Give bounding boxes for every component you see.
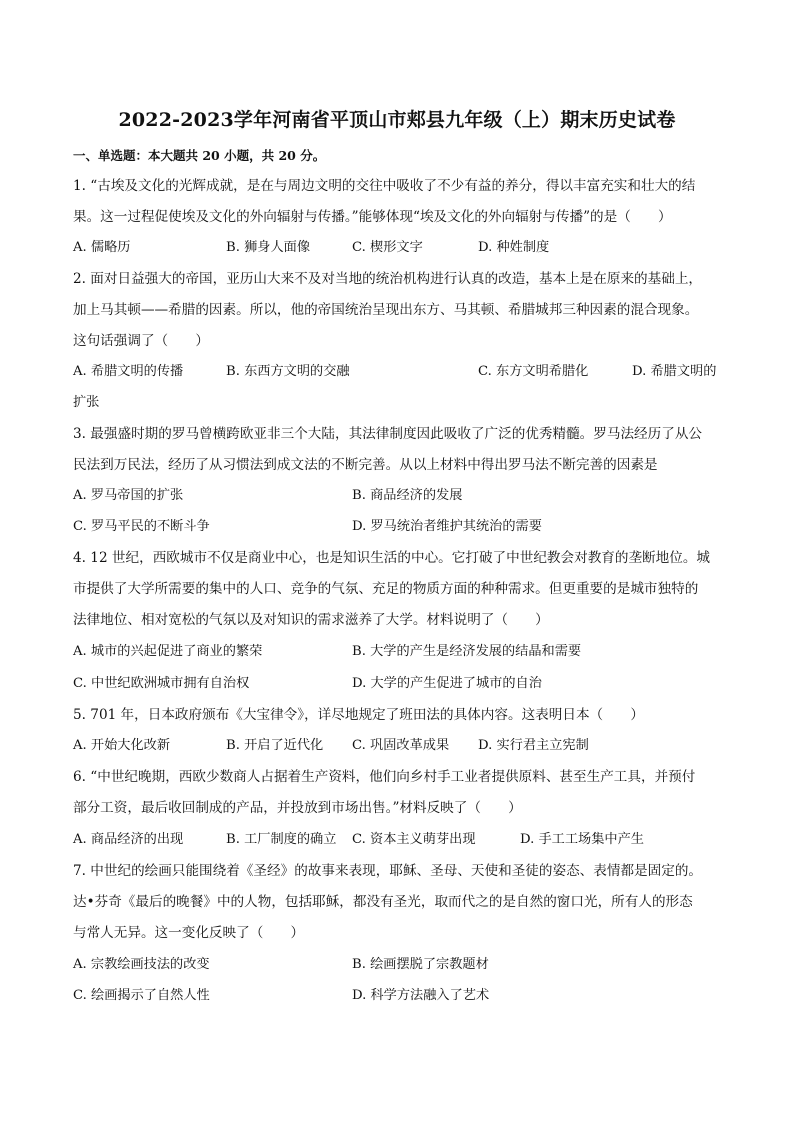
question-7-line-2: 达•芬奇《最后的晚餐》中的人物，包括耶稣，都没有圣光，取而代之的是自然的窗口光，所有人的形态 <box>73 894 693 910</box>
question-2-option-d: D. 希腊文明的 <box>632 364 717 379</box>
question-3-line-1: 3. 最强盛时期的罗马曾横跨欧亚非三个大陆，其法律制度因此吸收了广泛的优秀精髓。罗马法经历了从公 <box>73 426 703 442</box>
question-5-option-d: D. 实行君主立宪制 <box>478 738 589 753</box>
question-2-line-1: 2. 面对日益强大的帝国，亚历山大来不及对当地的统治机构进行认真的改造，基本上是在原来的基础上， <box>73 271 703 287</box>
question-6-option-b: B. 工厂制度的确立 <box>226 832 337 847</box>
question-2-line-2: 加上马其顿——希腊的因素。所以，他的帝国统治呈现出东方、马其顿、希腊城邦三种因素的混合现象。 <box>73 302 699 318</box>
question-2-line-3: 这句话强调了（ ） <box>73 333 209 349</box>
question-4-line-1: 4. 12 世纪，西欧城市不仅是商业中心，也是知识生活的中心。它打破了中世纪教会对教育的垄断地位。城 <box>73 550 711 566</box>
question-3-option-b: B. 商品经济的发展 <box>352 488 463 503</box>
question-6-line-1: 6. “中世纪晚期，西欧少数商人占据着生产资料，他们向乡村手工业者提供原料、甚至生产工具，并预付 <box>73 769 696 785</box>
question-5-option-a: A. 开始大化改新 <box>73 738 171 753</box>
question-4-line-3: 法律地位、相对宽松的气氛以及对知识的需求滋养了大学。材料说明了（ ） <box>73 612 549 628</box>
question-7-option-d: D. 科学方法融入了艺术 <box>352 988 490 1003</box>
question-4-option-b: B. 大学的产生是经济发展的结晶和需要 <box>352 644 582 659</box>
question-7-option-b: B. 绘画摆脱了宗教题材 <box>352 957 489 972</box>
question-7-option-a: A. 宗教绘画技法的改变 <box>73 957 210 972</box>
question-7-option-c: C. 绘画揭示了自然人性 <box>73 988 210 1003</box>
question-4-line-2: 市提供了大学所需要的集中的人口、竞争的气氛、充足的物质方面的种种需求。但更重要的是城市独特的 <box>73 581 699 597</box>
question-6-option-a: A. 商品经济的出现 <box>73 832 184 847</box>
question-5-line-1: 5. 701 年，日本政府颁布《大宝律令》，详尽地规定了班田法的具体内容。这表明日本（ ） <box>73 707 644 723</box>
question-6-line-2: 部分工资，最后收回制成的产品，并投放到市场出售。”材料反映了（ ） <box>73 800 522 816</box>
question-3-line-2: 民法到万民法，经历了从习惯法到成文法的不断完善。从以上材料中得出罗马法不断完善的因素是 <box>73 457 658 473</box>
question-6-option-d: D. 手工工场集中产生 <box>520 832 644 847</box>
question-7-line-3: 与常人无异。这一变化反映了（ ） <box>73 925 305 941</box>
question-5-option-c: C. 巩固改革成果 <box>352 738 450 753</box>
question-7-line-1: 7. 中世纪的绘画只能围绕着《圣经》的故事来表现，耶稣、圣母、天使和圣徒的姿态、表情都是固定的。 <box>73 863 703 879</box>
question-1-option-d: D. 种姓制度 <box>478 240 550 255</box>
question-4-option-a: A. 城市的兴起促进了商业的繁荣 <box>73 644 263 659</box>
question-1-option-b: B. 狮身人面像 <box>226 240 311 255</box>
question-6-option-c: C. 资本主义萌芽出现 <box>352 832 476 847</box>
question-3-option-d: D. 罗马统治者维护其统治的需要 <box>352 519 542 534</box>
question-2-option-b: B. 东西方文明的交融 <box>226 364 350 379</box>
question-1-option-c: C. 楔形文字 <box>352 240 423 255</box>
section-heading: 一、单选题：本大题共 20 小题，共 20 分。 <box>73 148 326 163</box>
question-1-line-2: 果。这一过程促使埃及文化的外向辐射与传播。”能够体现“埃及文化的外向辐射与传播”的是（ ） <box>73 209 672 225</box>
question-2-option-c: C. 东方文明希腊化 <box>478 364 589 379</box>
question-1-line-1: 1. “古埃及文化的光辉成就，是在与周边文明的交往中吸收了不少有益的养分，得以丰富充实和壮大的结 <box>73 178 696 194</box>
question-3-option-a: A. 罗马帝国的扩张 <box>73 488 184 503</box>
question-5-option-b: B. 开启了近代化 <box>226 738 324 753</box>
question-3-option-c: C. 罗马平民的不断斗争 <box>73 519 210 534</box>
question-1-option-a: A. 儒略历 <box>73 240 131 255</box>
question-4-option-d: D. 大学的产生促进了城市的自治 <box>352 676 542 691</box>
question-2-option-d-continued: 扩张 <box>73 395 100 410</box>
page-title: 2022-2023学年河南省平顶山市郏县九年级（上）期末历史试卷 <box>118 109 676 131</box>
question-4-option-c: C. 中世纪欧洲城市拥有自治权 <box>73 676 250 691</box>
question-2-option-a: A. 希腊文明的传播 <box>73 364 184 379</box>
